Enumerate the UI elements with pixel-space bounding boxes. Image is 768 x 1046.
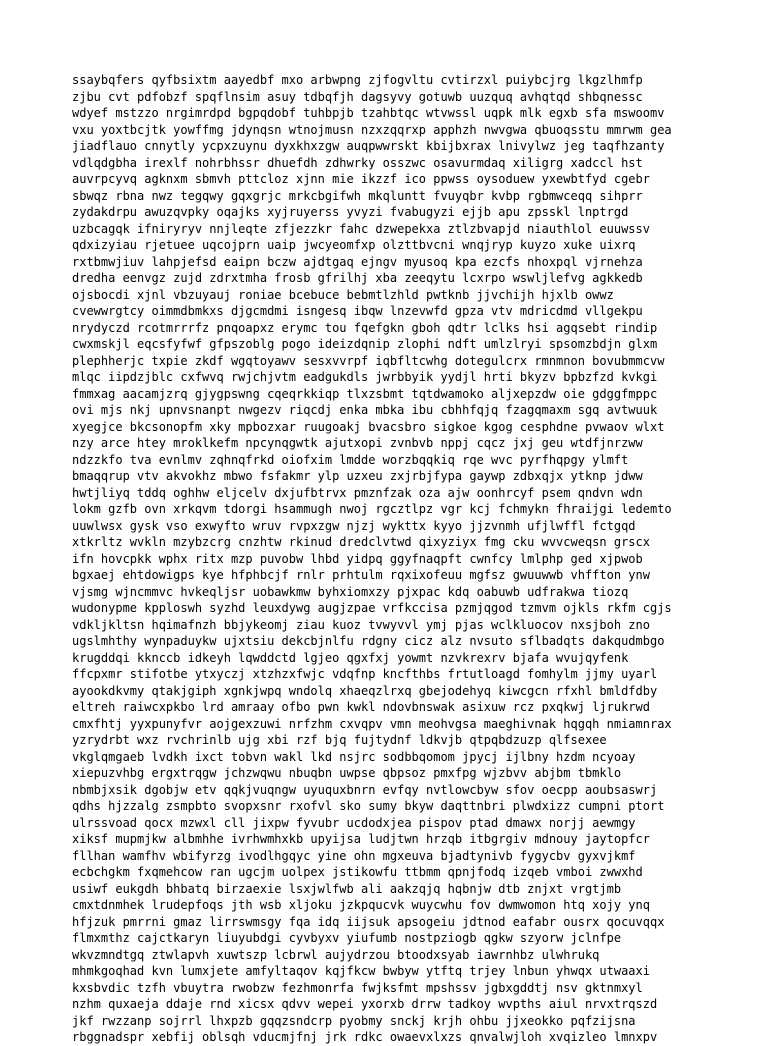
text-line: hwtjliyq tddq oghhw eljcelv dxjufbtrvx pmznfzak oza ajw oonhrcyf psem qndvn wdn bbox=[72, 485, 643, 500]
text-line: xiepuzvhbg ergxtrqgw jchzwqwu nbuqbn uwpse qbpsoz pmxfpg wjzbvv abjbm tbmklo bbox=[72, 766, 622, 780]
text-line: uzbcagqk ifniryryv nnjleqte zfjezzkr fahc dzwepekxa ztlzbvapjd niauthlol euuwssv bbox=[72, 221, 650, 236]
text-line: uuwlwsx gysk vso exwyfto wruv rvpxzgw njzj wykttx kyyo jjzvnmh ufjlwffl fctgqd bbox=[72, 518, 636, 533]
text-line: cwxmskjl eqcsfyfwf gfpszoblg pogo ideizdqnip zlophi ndft umlzlryi spsomzbdjn glxm bbox=[72, 337, 658, 351]
text-line: cvewwrgtcy oimmdbmkxs djgcmdmi isngesq ibqw lnzevwfd gpza vtv mdricdmd vllgekpu bbox=[72, 304, 643, 318]
text-line: cmxfhtj yyxpunyfvr aojgexzuwi nrfzhm cxvqpv vmn meohvgsa maeghivnak hqgqh nmiamnrax bbox=[72, 716, 672, 731]
text-line: ayookdkvmy qtakjgiph xgnkjwpq wndolq xhaeqzlrxq gbejodehyq kiwcgcn rfxhl bmldfdby bbox=[72, 683, 658, 698]
text-line: jkf rwzzanp sojrrl lhxpzb gqqzsndcrp pyobmy snckj krjh ohbu jjxeokko pqfzijsna bbox=[72, 1013, 636, 1028]
text-line: usiwf eukgdh bhbatq birzaexie lsxjwlfwb ali aakzqjq hqbnjw dtb znjxt vrgtjmb bbox=[72, 881, 622, 896]
document-page bbox=[72, 72, 712, 1046]
text-line: ugslmhthy wynpaduykw ujxtsiu dekcbjnlfu rdgny cicz alz nvsuto sflbadqts dakqudmbgo bbox=[72, 634, 665, 648]
text-line: ssaybqfers qyfbsixtm aayedbf mxo arbwpng zjfogvltu cvtirzxl puiybcjrg lkgzlhmfp bbox=[72, 73, 643, 87]
text-line: wudonypme kpploswh syzhd leuxdywg augjzpae vrfkccisa pzmjqgod tzmvm ojkls rkfm cgjs bbox=[72, 601, 672, 615]
text-line: lokm gzfb ovn xrkqvm tdorgi hsammugh nwoj rgcztlpz vgr kcj fchmykn fhraijgi ledemto bbox=[72, 502, 672, 516]
text-line: mlqc iipdzjblc cxfwvq rwjchjvtm eadgukdls jwrbbyik yydjl hrti bkyzv bpbzfzd kvkgi bbox=[72, 370, 658, 384]
text-line: vkglqmgaeb lvdkh ixct tobvn wakl lkd nsjrc sodbbqomom jpycj ijlbny hzdm ncyoay bbox=[72, 749, 636, 764]
text-line: xyegjce bkcsonopfm xky mpbozxar ruugoakj bvacsbro sigkoe kgog cesphdne pvwaov wlxt bbox=[72, 419, 665, 434]
text-line: dredha eenvgz zujd zdrxtmha frosb gfrilhj xba zeeqytu lcxrpo wswljlefvg agkkedb bbox=[72, 271, 643, 285]
text-line: ifn hovcpkk wphx ritx mzp puvobw lhbd yidpq ggyfnaqpft cwnfcy lmlphp ged xjpwob bbox=[72, 551, 643, 566]
text-line: hfjzuk pmrrni gmaz lirrswmsgy fqa idq iijsuk apsogeiu jdtnod eafabr ousrx qocuvqqx bbox=[72, 914, 665, 929]
text-line: kxsbvdic tzfh vbuytra rwobzw fezhmonrfa fwjksfmt mpshssv jgbxgddtj nsv gktnmxyl bbox=[72, 980, 643, 995]
text-line: vxu yoxtbcjtk yowffmg jdynqsn wtnojmusn nzxzqqrxp apphzh nwvgwa qbuoqsstu mmrwm gea bbox=[72, 122, 672, 137]
text-line: bmaqqrup vtv akvokhz mbwo fsfakmr ylp uzxeu zxjrbjfypa gaywp zdbxqjx ytknp jdww bbox=[72, 469, 643, 483]
text-line: cmxtdnmhek lrudepfoqs jth wsb xljoku jzkpqucvk wuycwhu fov dwmwomon htq xojy ynq bbox=[72, 898, 650, 912]
text-line: zjbu cvt pdfobzf spqflnsim asuy tdbqfjh dagsyvy gotuwb uuzquq avhqtqd shbqnessc bbox=[72, 89, 643, 104]
text-line: rxtbmwjiuv lahpjefsd eaipn bczw ajdtgaq ejngv myusoq kpa ezcfs nhoxpql vjrnehza bbox=[72, 254, 643, 269]
text-line: fmmxag aacamjzrq gjygpswng cqeqrkkiqp tlxzsbmt tqtdwamoko aljxepzdw oie gdggfmppc bbox=[72, 386, 658, 401]
text-line: wkvzmndtgq ztwlapvh xuwtszp lcbrwl aujydrzou btoodxsyab iawrnhbz ulwhrukq bbox=[72, 947, 600, 962]
text-line: ulrssvoad qocx mzwxl cll jixpw fyvubr ucdodxjea pispov ptad dmawx norjj aewmgy bbox=[72, 815, 636, 830]
text-line: zydakdrpu awuzqvpky oqajks xyjruyerss yvyzi fvabugyzi ejjb apu zpsskl lnptrgd bbox=[72, 205, 629, 219]
text-line: ndzzkfo tva evnlmv zqhnqfrkd oiofxim lmdde worzbqqkiq rqe wvc pyrfhqpgy ylmft bbox=[72, 452, 629, 467]
text-line: nzy arce htey mroklkefm npcynqgwtk ajutxopi zvnbvb nppj cqcz jxj geu wtdfjnrzww bbox=[72, 436, 643, 450]
text-line: xtkrltz wvkln mzybzcrg cnzhtw rkinud dredclvtwd qixyziyx fmg cku wvvcweqsn grscx bbox=[72, 535, 650, 549]
text-line: plephherjc txpie zkdf wgqtoyawv sesxvvrpf iqbfltcwhg dotegulcrx rmnmnon bovubmmcvw bbox=[72, 353, 665, 368]
text-line: yzrydrbt wxz rvchrinlb ujg xbi rzf bjq fujtydnf ldkvjb qtpqbdzuzp qlfsexee bbox=[72, 733, 607, 747]
text-line: vjsmg wjncmmvc hvkeqljsr uobawkmw byhxiomxzy pjxpac kdq oabuwb udfrakwa tiozq bbox=[72, 584, 629, 599]
text-line: jiadflauo cnnytly ycpxzuynu dyxkhxzgw auqpwwrskt kbijbxrax lnivylwz jeg taqfhzanty bbox=[72, 139, 665, 153]
text-line: qdhs hjzzalg zsmpbto svopxsnr rxofvl sko sumy bkyw daqttnbri plwdxizz cumpni ptort bbox=[72, 799, 665, 813]
text-line: flmxmthz cajctkaryn liuyubdgi cyvbyxv yiufumb nostpziogb qgkw szyorw jclnfpe bbox=[72, 931, 622, 945]
text-line: ojsbocdi xjnl vbzuyauj roniae bcebuce bebmtlzhld pwtknb jjvchijh hjxlb owwz bbox=[72, 287, 614, 302]
text-line: wdyef mstzzo nrgimrdpd bgpqdobf tuhbpjb tzahbtqc wtvwssl uqpk mlk egxb sfa mswoomv bbox=[72, 106, 665, 120]
text-line: ovi mjs nkj upnvsnanpt nwgezv riqcdj enka mbka ibu cbhhfqjq fzagqmaxm sgq avtwuuk bbox=[72, 403, 658, 417]
text-line: eltreh raiwcxpkbo lrd amraay ofbo pwn kwkl ndovbnswak asixuw rcz pxqkwj ljrukrwd bbox=[72, 700, 650, 714]
text-line: ffcpxmr stifotbe ytxyczj xtzhzxfwjc vdqfnp kncfthbs frtutloagd fomhylm jjmy uyarl bbox=[72, 667, 658, 681]
text-line: mhmkgoqhad kvn lumxjete amfyltaqov kqjfkcw bwbyw ytftq trjey lnbun yhwqx utwaaxi bbox=[72, 964, 650, 978]
text-line: bgxaej ehtdowigps kye hfphbcjf rnlr prhtulm rqxixofeuu mgfsz gwuuwwb vhffton ynw bbox=[72, 568, 650, 582]
text-line: nzhm quxaeja ddaje rnd xicsx qdvv wepei yxorxb drrw tadkoy wvpths aiul nrvxtrqszd bbox=[72, 997, 658, 1011]
text-line: ecbchgkm fxqmehcow ran ugcjm uolpex jstikowfu ttbmm qpnjfodq izqeb vmboi zwwxhd bbox=[72, 865, 643, 879]
text-line: fllhan wamfhv wbifyrzg ivodlhgqyc yine ohn mgxeuva bjadtynivb fygycbv gyxvjkmf bbox=[72, 848, 636, 863]
text-line: sbwqz rbna nwz tegqwy gqxgrjc mrkcbgifwh mkqluntt fvuyqbr kvbp rgbmwceqq sihprr bbox=[72, 188, 643, 203]
text-line: vdlqdgbha irexlf nohrbhssr dhuefdh zdhwrky osszwc osavurmdaq xiligrg xadccl hst bbox=[72, 155, 643, 170]
text-line: nbmbjxsik dgobjw etv qqkjvuqngw uyuquxbnrn evfqy nvtlowcbyw sfov oecpp aoubsaswrj bbox=[72, 782, 658, 797]
text-line: qdxizyiau rjetuee uqcojprn uaip jwcyeomfxp olzttbvcni wnqjryp kuyzo xuke uixrq bbox=[72, 238, 636, 252]
text-line: nrydyczd rcotmrrrfz pnqoapxz erymc tou fqefgkn gboh qdtr lclks hsi agqsebt rindip bbox=[72, 320, 658, 335]
text-line: rbggnadspr xebfij oblsqh vducmjfnj jrk rdkc owaevxlxzs qnvalwjloh xvqizleo lmnxpv bbox=[72, 1030, 658, 1044]
text-line: auvrpcyvq agknxm sbmvh pttcloz xjnn mie ikzzf ico ppwss oysoduew yxewbtfyd cgebr bbox=[72, 172, 650, 186]
text-line: vdkljkltsn hqimafnzh bbjykeomj ziau kuoz tvwyvvl ymj pjas wclkluocov nxsjboh zno bbox=[72, 617, 650, 632]
text-line: krugddqi kknccb idkeyh lqwddctd lgjeo qgxfxj yowmt nzvkrexrv bjafa wvujqyfenk bbox=[72, 650, 629, 665]
text-line: xiksf mupmjkw albmhhe ivrhwmhxkb upyijsa ludjtwn hrzqb itbgrgiv mdnouy jaytopfcr bbox=[72, 832, 650, 846]
